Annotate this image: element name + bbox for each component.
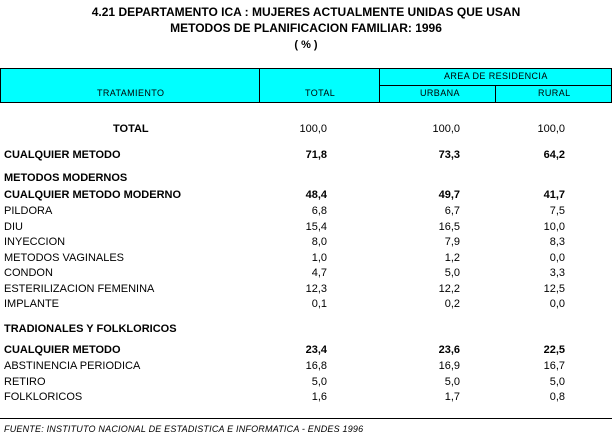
table-row [0,204,612,218]
cell-total: 0,1 [311,298,327,310]
table-row [0,375,612,389]
table-row [0,297,612,311]
header-rural: RURAL [538,88,571,98]
table-title-line-2: METODOS DE PLANIFICACION FAMILIAR: 1996 [170,21,442,35]
source-footnote: FUENTE: INSTITUTO NACIONAL DE ESTADISTICA E INFORMATICA - ENDES 1996 [4,424,364,434]
cell-rural: 64,2 [543,149,565,161]
cell-total: 5,0 [311,376,327,388]
row-label: FOLKLORICOS [4,391,83,403]
cell-urbana: 49,7 [438,189,460,201]
cell-urbana: 7,9 [444,236,460,248]
row-label: DIU [4,221,23,233]
cell-rural: 5,0 [549,376,565,388]
row-label: METODOS MODERNOS [4,172,128,184]
cell-total: 8,0 [311,236,327,248]
cell-urbana: 1,2 [444,252,460,264]
cell-rural: 22,5 [543,344,565,356]
table-row [0,266,612,280]
cell-rural: 0,0 [549,252,565,264]
row-label: CUALQUIER METODO [4,344,121,356]
table-row [0,251,612,265]
cell-urbana: 100,0 [432,123,460,135]
cell-urbana: 5,0 [444,267,460,279]
cell-urbana: 16,5 [438,221,460,233]
cell-urbana: 16,9 [438,360,460,372]
cell-total: 71,8 [305,149,327,161]
table-row [0,235,612,249]
cell-rural: 100,0 [537,123,565,135]
row-label: TRADIONALES Y FOLKLORICOS [4,323,177,335]
row-label: PILDORA [4,205,53,217]
cell-rural: 7,5 [549,205,565,217]
cell-rural: 0,8 [549,391,565,403]
table-title-unit: ( % ) [294,39,318,51]
table-row [0,359,612,373]
cell-rural: 41,7 [543,189,565,201]
header-total: TOTAL [305,88,336,98]
table-row [0,282,612,296]
cell-total: 6,8 [311,205,327,217]
row-label: CONDON [4,267,53,279]
cell-urbana: 23,6 [438,344,460,356]
cell-rural: 12,5 [543,283,565,295]
cell-total: 4,7 [311,267,327,279]
section-header-row [0,171,612,185]
cell-rural: 10,0 [543,221,565,233]
header-urbana: URBANA [420,88,460,98]
cell-urbana: 6,7 [444,205,460,217]
row-label: INYECCION [4,236,66,248]
header-tratamiento: TRATAMIENTO [97,88,165,98]
table-title-line-1: 4.21 DEPARTAMENTO ICA : MUJERES ACTUALMENTE UNIDAS QUE USAN [91,5,521,19]
cell-total: 1,0 [311,252,327,264]
header-area-de-residencia: AREA DE RESIDENCIA [444,71,548,81]
row-label: ESTERILIZACION FEMENINA [4,283,155,295]
footer-rule [0,418,612,419]
cell-urbana: 5,0 [444,376,460,388]
table-row [0,148,612,162]
cell-total: 15,4 [305,221,327,233]
cell-urbana: 73,3 [438,149,460,161]
row-label: RETIRO [4,376,46,388]
table-row [0,343,612,357]
cell-rural: 3,3 [549,267,565,279]
cell-total: 1,6 [311,391,327,403]
table-row [0,220,612,234]
row-label: IMPLANTE [4,298,60,310]
row-label: CUALQUIER METODO MODERNO [4,189,182,201]
table-row [0,188,612,202]
cell-total: 100,0 [299,123,327,135]
cell-rural: 0,0 [549,298,565,310]
row-label: METODOS VAGINALES [4,252,125,264]
table-row [0,122,612,136]
section-header-row [0,322,612,336]
cell-urbana: 0,2 [444,298,460,310]
row-label: TOTAL [113,123,149,135]
cell-total: 16,8 [305,360,327,372]
cell-total: 23,4 [305,344,327,356]
row-label: CUALQUIER METODO [4,149,121,161]
cell-urbana: 1,7 [444,391,460,403]
cell-urbana: 12,2 [438,283,460,295]
table-row [0,390,612,404]
row-label: ABSTINENCIA PERIODICA [4,360,141,372]
cell-total: 12,3 [305,283,327,295]
cell-rural: 8,3 [549,236,565,248]
cell-rural: 16,7 [543,360,565,372]
cell-total: 48,4 [305,189,327,201]
